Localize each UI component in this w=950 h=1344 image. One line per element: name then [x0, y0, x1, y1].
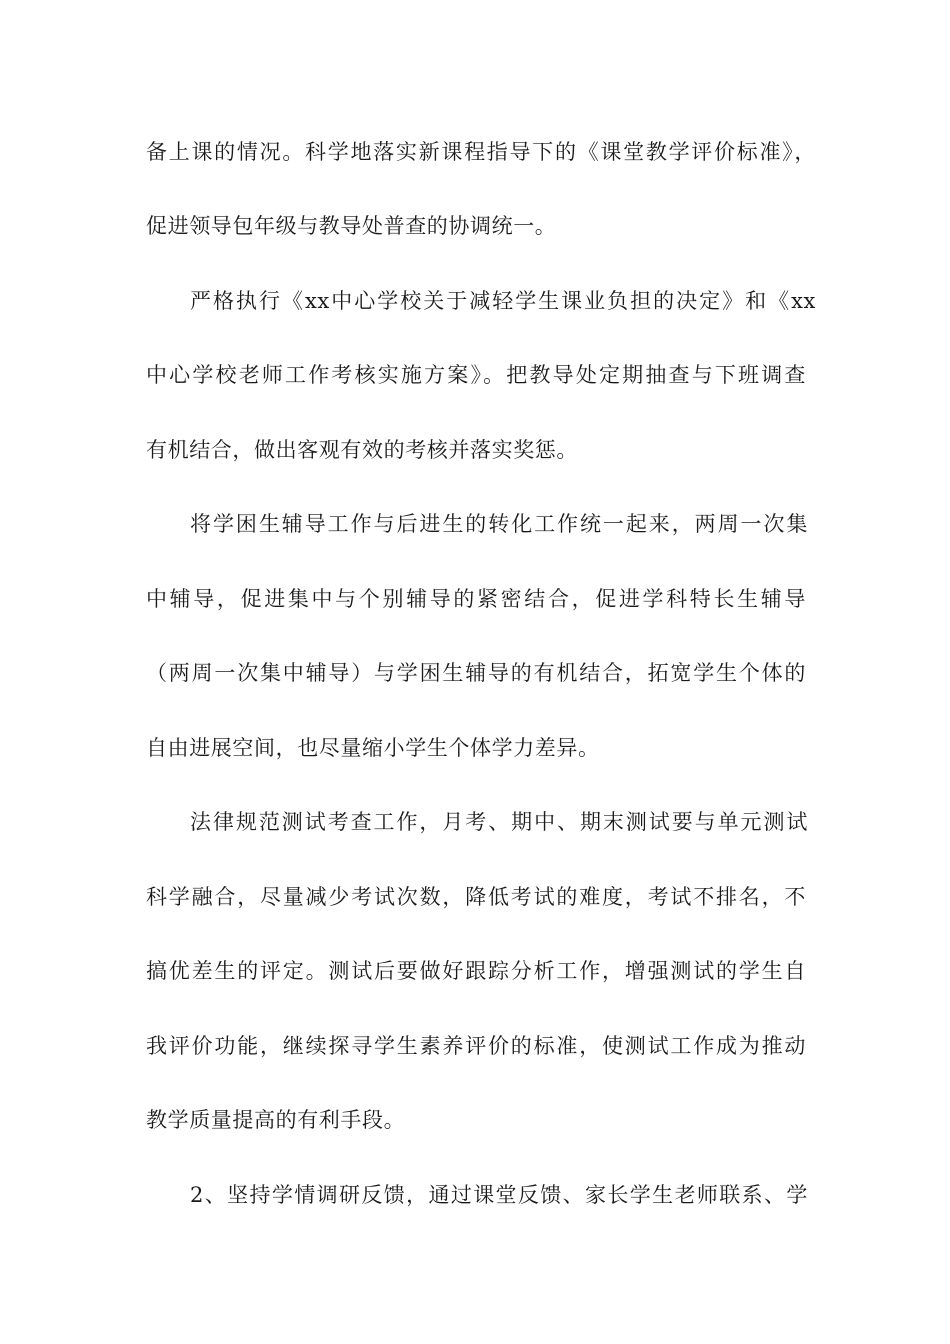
text-line: 备上课的情况。科学地落实新课程指导下的《课堂教学评价标准》， [146, 140, 816, 164]
text-line: 我评价功能，继续探寻学生素养评价的标准，使测试工作成为推动 [146, 1034, 806, 1058]
text-line: 有机结合，做出客观有效的考核并落实奖惩。 [146, 438, 578, 462]
text-line: 中辅导，促进集中与个别辅导的紧密结合，促进学科特长生辅导 [146, 587, 806, 611]
text-line: （两周一次集中辅导）与学困生辅导的有机结合，拓宽学生个体的 [146, 661, 806, 685]
paragraph-first-line: 2、坚持学情调研反馈，通过课堂反馈、家长学生老师联系、学 [190, 1183, 808, 1207]
paragraph-first-line: 将学困生辅导工作与后进生的转化工作统一起来，两周一次集 [190, 512, 808, 536]
text-line: 搞优差生的评定。测试后要做好跟踪分析工作，增强测试的学生自 [146, 959, 806, 983]
text-line: 中心学校老师工作考核实施方案》。把教导处定期抽查与下班调查 [146, 363, 806, 387]
paragraph-first-line: 严格执行《xx中心学校关于减轻学生课业负担的决定》和《xx [190, 289, 816, 313]
paragraph-first-line: 法律规范测试考查工作，月考、期中、期末测试要与单元测试 [190, 810, 808, 834]
text-line: 教学质量提高的有利手段。 [146, 1108, 406, 1132]
text-line: 促进领导包年级与教导处普查的协调统一。 [146, 214, 557, 238]
text-line: 自由进展空间，也尽量缩小学生个体学力差异。 [146, 736, 600, 760]
text-line: 科学融合，尽量减少考试次数，降低考试的难度，考试不排名，不 [146, 885, 806, 909]
